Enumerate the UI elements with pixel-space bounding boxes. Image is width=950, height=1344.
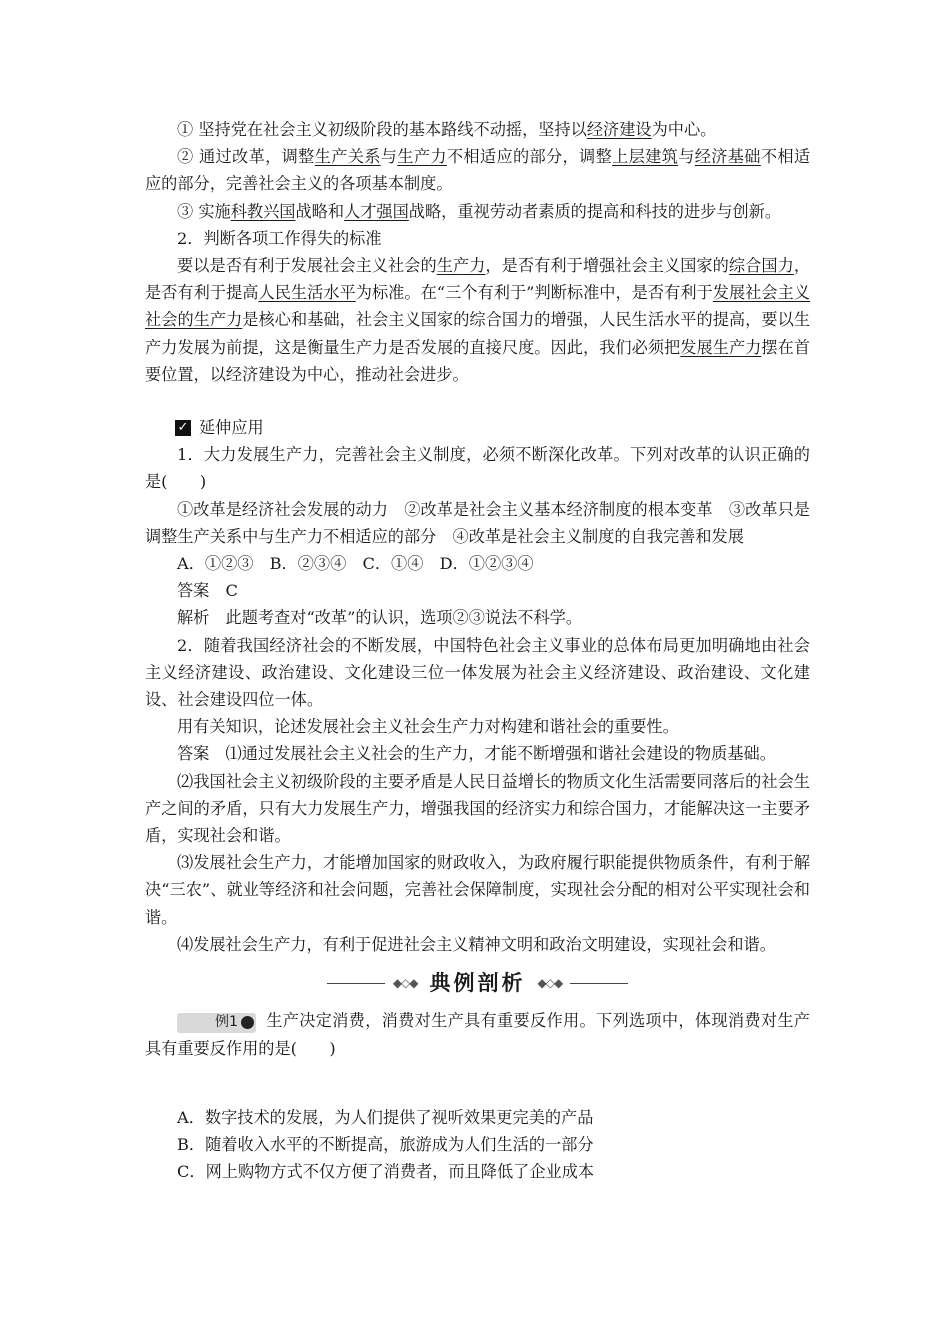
option-a: A．数字技术的发展，为人们提供了视听效果更完美的产品 — [177, 1107, 594, 1127]
question-1: 1．大力发展生产力，完善社会主义制度，必须不断深化改革。下列对改革的认识正确的是( ) — [145, 445, 810, 492]
text: 不相适应的部分，完善社会主义的各项基本制度。 — [145, 147, 811, 194]
text: 为中心。 — [651, 120, 717, 139]
section-banner — [145, 970, 810, 997]
question-1-statements: ①改革是经济社会发展的动力 ②改革是社会主义基本经济制度的根本变革 ③改革只是调整生产关系中与生产力不相适应的部分 ④改革是社会主义制度的自我完善和发展 — [145, 499, 810, 546]
example-badge-label: 例1 — [215, 1014, 238, 1031]
question-2: 2．随着我国经济社会的不断发展，中国特色社会主义事业的总体布局更加明确地由社会主义经济建设、政治建设、文化建设三位一体发展为社会主义经济建设、政治建设、文化建设、社会建设四位一体。 — [145, 635, 810, 710]
text: 是核心和基础，社会主义国家的综合国力的增强，人民生活水平的提高，要以生产力发展为前提，这是衡量生产力是否发展的直接尺度。因此，我们必须把 — [145, 310, 811, 357]
question-2-answer-4: ⑷发展社会生产力，有利于促进社会主义精神文明和政治文明建设，实现社会和谐。 — [177, 934, 776, 954]
text: 为标准。在“三个有利于”判断标准中，是否有利于 — [355, 283, 713, 303]
underlined-term: 发展社会主义社会的生产力 — [145, 283, 811, 330]
point-1 — [145, 116, 810, 143]
extension-title: 延伸应用 — [199, 418, 264, 438]
point-3 — [145, 198, 810, 225]
text: 要以是否有利于发展社会主义社会的 — [177, 256, 437, 276]
divider-line — [570, 983, 628, 984]
example-stem — [145, 1007, 810, 1061]
text: 生产决定消费，消费对生产具有重要反作用。下列选项中，体现消费对生产具有重要反作用的是( ) — [145, 1011, 810, 1058]
document-page — [145, 116, 810, 1185]
text: ② 通过改革，调整 — [177, 147, 315, 167]
standard-paragraph — [145, 252, 810, 388]
question-2-answer-3: ⑶发展社会生产力，才能增加国家的财政收入，为政府履行职能提供物质条件，有利于解决“三农”、就业等经济和社会问题，完善社会保障制度，实现社会分配的相对公平实现社会和谐。 — [145, 853, 810, 927]
text: ① 坚持党在社会主义初级阶段的基本路线不动摇，坚持以 — [177, 120, 587, 139]
text: ，是否有利于增强社会主义国家的 — [485, 256, 729, 276]
question-1-answer: 答案 C — [177, 581, 238, 601]
question-1-choices: A．①②③ B．②③④ C．①④ D．①②③④ — [177, 554, 534, 574]
text: 不相适应的部分，调整 — [446, 147, 613, 167]
question-2-prompt: 用有关知识，论述发展社会主义社会生产力对构建和谐社会的重要性。 — [177, 717, 679, 737]
text: 与 — [380, 147, 398, 167]
extension-heading — [175, 414, 810, 441]
question-2-answer-2: ⑵我国社会主义初级阶段的主要矛盾是人民日益增长的物质文化生活需要同落后的社会生产之间的矛盾，只有大力发展生产力，增强我国的经济实力和综合国力，才能解决这一主要矛盾，实现社会和谐。 — [145, 771, 810, 846]
option-b: B．随着收入水平的不断提高，旅游成为人们生活的一部分 — [177, 1134, 594, 1154]
checkbox-icon: ✓ — [175, 420, 191, 436]
underlined-term: 上层建筑 — [612, 147, 679, 167]
text: 战略和 — [295, 201, 345, 221]
example-badge — [177, 1013, 267, 1033]
underlined-term: 生产力 — [397, 147, 447, 167]
question-2-answer-1: 答案 ⑴通过发展社会主义社会的生产力，才能不断增强和谐社会建设的物质基础。 — [177, 744, 776, 764]
text: 摆在首要位置，以经济建设为中心，推动社会进步。 — [145, 337, 811, 384]
divider-line — [327, 983, 385, 984]
text: 战略，重视劳动者素质的提高和科技的进步与创新。 — [408, 201, 782, 221]
text: ③ 实施 — [177, 201, 231, 221]
example-1 — [145, 1007, 810, 1061]
play-arrow-icon: ▶ — [241, 1016, 254, 1029]
diamond-ornament-icon: ◆◇◆ — [537, 976, 563, 991]
underlined-term: 人才强国 — [344, 201, 409, 221]
diamond-ornament-icon: ◆◇◆ — [392, 976, 418, 991]
point-2 — [145, 143, 810, 197]
section-title: 典例剖析 — [429, 971, 526, 996]
option-c: C．网上购物方式不仅方便了消费者，而且降低了企业成本 — [177, 1162, 595, 1182]
question-1-analysis: 解析 此题考查对“改革”的认识，选项②③说法不科学。 — [177, 608, 583, 628]
text: 与 — [678, 147, 695, 167]
underlined-term: 科教兴国 — [230, 201, 296, 221]
underlined-term: 经济建设 — [586, 120, 652, 139]
underlined-term: 生产关系 — [314, 147, 381, 167]
underlined-term: 人民生活水平 — [258, 283, 356, 303]
underlined-term: 综合国力 — [728, 256, 794, 276]
underlined-term: 发展生产力 — [680, 337, 762, 357]
underlined-term: 生产力 — [436, 256, 486, 276]
subheading-2: 2．判断各项工作得失的标准 — [177, 228, 382, 248]
text: ，是否有利于提高 — [145, 256, 811, 303]
underlined-term: 经济基础 — [694, 147, 761, 167]
